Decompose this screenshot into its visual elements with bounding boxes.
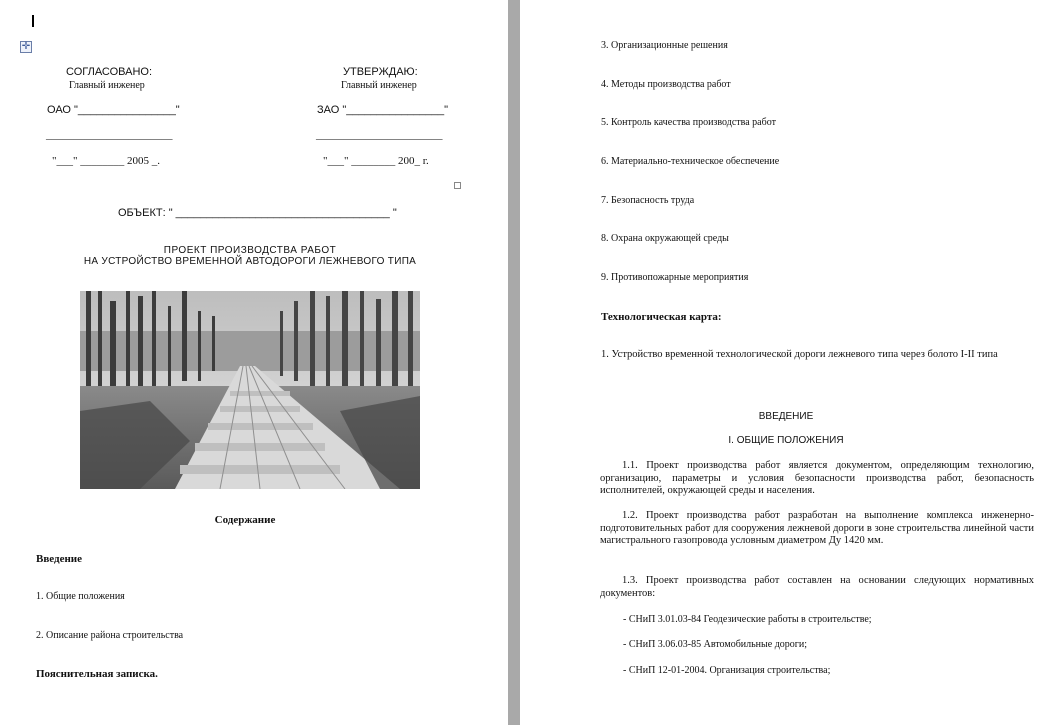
paragraph-1-3: 1.3. Проект производства работ составлен на основании следующих нормативных документов: xyxy=(600,575,1034,599)
approval-right-heading: УТВЕРЖДАЮ: xyxy=(343,66,418,78)
approval-right-org: ЗАО "________________" xyxy=(317,104,449,116)
contents-heading: Содержание xyxy=(214,514,276,526)
toc-item-6: 6. Материально-техническое обеспечение xyxy=(601,156,780,167)
intro-heading: ВВЕДЕНИЕ xyxy=(758,411,814,422)
approval-left-signature-line: _______________________ xyxy=(46,129,173,141)
table-move-handle-icon[interactable]: ✛ xyxy=(21,41,31,52)
toc-item-5: 5. Контроль качества производства работ xyxy=(601,117,776,128)
toc-item-4: 4. Методы производства работ xyxy=(601,79,731,90)
toc-item-3: 3. Организационные решения xyxy=(601,40,728,51)
norm-item-3: - СНиП 12-01-2004. Организация строительства; xyxy=(623,665,831,676)
page-gutter xyxy=(508,0,520,725)
approval-left-heading: СОГЛАСОВАНО: xyxy=(66,66,153,78)
toc-item-7: 7. Безопасность труда xyxy=(601,195,695,206)
approval-left-org: ОАО "________________" xyxy=(47,104,180,116)
paragraph-1-2: 1.2. Проект производства работ разработан на выполнение комплекса инженерно-подготовительных работ для сооружения лежневой дороги в зоне строительства линейной части магистрального газопровода условным диаметром Ду 1420 мм. xyxy=(600,510,1034,546)
tech-map-heading: Технологическая карта: xyxy=(601,311,722,323)
approval-right-date: "___" ________ 200_ г. xyxy=(323,155,429,167)
road-photo-image xyxy=(80,291,420,489)
toc-intro: Введение xyxy=(36,553,83,565)
table-end-marker xyxy=(454,182,461,189)
toc-item-8: 8. Охрана окружающей среды xyxy=(601,233,729,244)
toc-item-1: 1. Общие положения xyxy=(36,591,125,602)
approval-left-role: Главный инженер xyxy=(69,80,145,91)
approval-left-date: "___" ________ 2005 _. xyxy=(52,155,160,167)
paragraph-1-1: 1.1. Проект производства работ является документом, определяющим технологию, организацию, параметры и условия безопасности производства работ, безопасность исполнителей, окружающей среды и населения. xyxy=(600,460,1034,496)
section-heading: I. ОБЩИЕ ПОЛОЖЕНИЯ xyxy=(728,435,844,446)
object-line: ОБЪЕКТ: " ___________________________________ " xyxy=(118,207,397,219)
tech-map-item: 1. Устройство временной технологической дороги лежневого типа через болото I-II типа xyxy=(601,349,998,360)
approval-right-role: Главный инженер xyxy=(341,80,417,91)
norm-item-1: - СНиП 3.01.03-84 Геодезические работы в строительстве; xyxy=(623,614,872,625)
toc-item-9: 9. Противопожарные мероприятия xyxy=(601,272,749,283)
toc-note: Пояснительная записка. xyxy=(36,668,158,680)
project-title-line-2: НА УСТРОЙСТВО ВРЕМЕННОЙ АВТОДОРОГИ ЛЕЖНЕВОГО ТИПА xyxy=(83,256,417,267)
toc-item-2: 2. Описание района строительства xyxy=(36,630,184,641)
project-title-line-1: ПРОЕКТ ПРОИЗВОДСТВА РАБОТ xyxy=(163,245,337,256)
approval-right-signature-line: _______________________ xyxy=(316,129,443,141)
text-cursor xyxy=(32,15,34,27)
norm-item-2: - СНиП 3.06.03-85 Автомобильные дороги; xyxy=(623,639,808,650)
